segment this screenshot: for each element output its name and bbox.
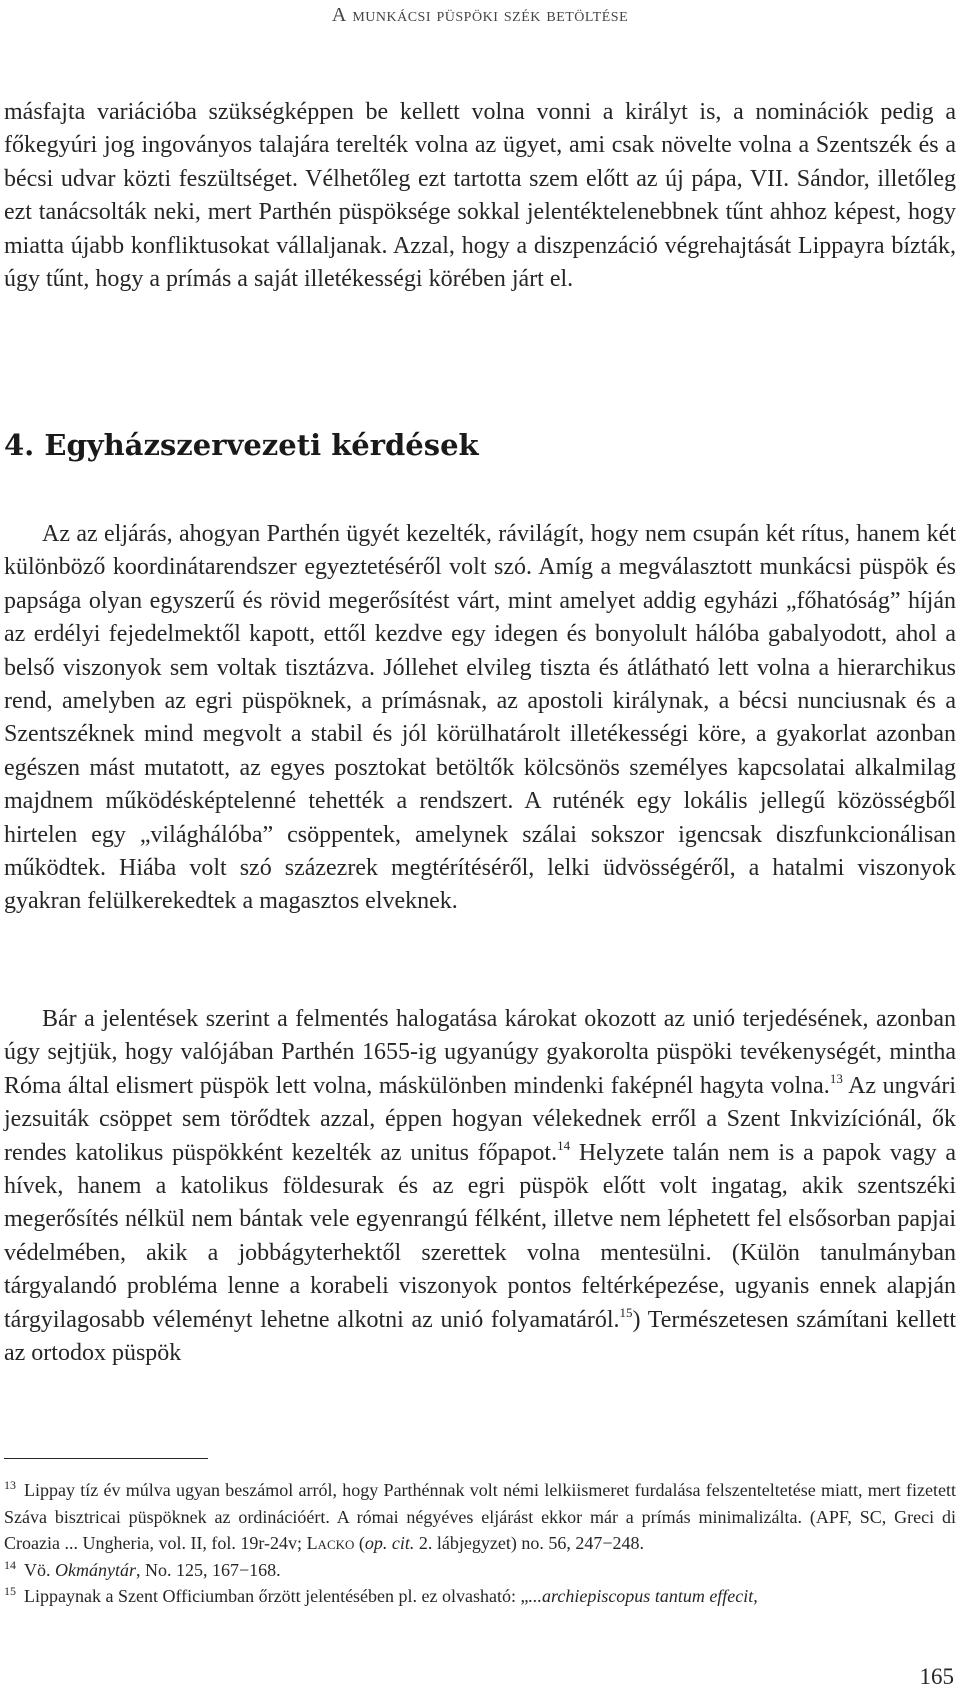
footnote-number: 14 <box>4 1557 16 1572</box>
page-number: 165 <box>919 1664 954 1689</box>
footnote-13 <box>4 1477 956 1557</box>
footnote-citation: op. cit. <box>364 1533 415 1553</box>
footnote-text: Lippay tíz év múlva ugyan beszámol arról, hogy Parthénnak volt némi lelkiismeret furdalása felszenteltetése miatt, mert fizetett Száva bisztricai püspöknek az ordinációért. A római négyéves eljárást ekkor már a prímás minimalizálta. (APF, SC, Greci di Croazia ... Ungheria, vol. II, fol. 19r-24v; <box>4 1480 956 1553</box>
paragraph-2: Az az eljárás, ahogyan Parthén ügyét kezelték, rávilágít, hogy nem csupán két rítus, hanem két különböző koordinátarendszer egyeztetéséről volt szó. Amíg a megválasztott munkácsi püspök és papsága olyan egyszerű és rövid megerősítést várt, mint amelyet addig egyházi „főhatóság” híján az erdélyi fejedelmektől kapott, ettől kezdve egy idegen és bonyolult hálóba gabalyodott, ahol a belső viszonyok sem voltak tisztázva. Jóllehet elvileg tiszta és átlátható lett volna a hierarchikus rend, amelyben az egri püspöknek, a prímásnak, az apostoli királynak, a bécsi nunciusnak és a Szentszéknek mind megvolt a stabil és jól körülhatárolt illetékességi köre, a gyakorlat azonban egészen mást mutatott, az egyes posztokat betöltők kölcsönös személyes kapcsolatai alkalmilag majdnem működésképtelenné tehették a rendszert. A ruténék egy lokális jellegű közösségből hirtelen egy „világhálóba” csöppentek, amelynek szálai sokszor igencsak diszfunkcionálisan működtek. Hiába volt szó százezrek megtérítéséről, lelki üdvösségéről, a hatalmi viszonyok gyakran felülkerekedtek a magasztos elveknek. <box>4 521 956 915</box>
paragraph-3-text-4: ) Természetesen számítani kellett az ortodox püspök <box>4 1306 956 1367</box>
running-head-initial: A <box>331 4 347 26</box>
footnote-reference-13[interactable]: 13 <box>829 1070 843 1086</box>
section-heading: 4. Egyházszervezeti kérdések <box>4 428 479 462</box>
footnote-number: 15 <box>4 1584 16 1598</box>
footnote-separator <box>4 1458 208 1459</box>
footnote-text: 2. lábjegyzet) no. 56, 247−248. <box>414 1533 645 1553</box>
running-head <box>0 4 960 27</box>
paragraph-3 <box>4 1003 956 1370</box>
paragraph-3-text-3: Helyzete talán nem is a papok vagy a hívek, hanem a katolikus földesurak és az egri püspök előtt volt ingatag, akik szentszéki megerősítés nélkül nem bántak vele egyenrangú félként, illetve nem léphetett fel elsősorban papjai védelmében, akik a jobbágyterhektől szerettek volna mentesülni. (Külön tanulmányban tárgyalandó probléma lenne a korabeli viszonyok pontos feltérképezése, ugyanis ennek alapján tárgyilagosabb véleményt lehetne alkotni az unió folyamatáról. <box>4 1139 956 1333</box>
footnote-text: Vö. <box>24 1559 55 1580</box>
footnote-citation: Okmánytár <box>55 1559 136 1580</box>
footnote-14 <box>4 1557 956 1584</box>
paragraph-1: másfajta variációba szükségképpen be kellett volna vonni a királyt is, a nominációk pedig a főkegyúri jog ingoványos talajára terelték volna az ügyet, ami csak növelte volna a Szentszék és a bécsi udvar közti feszültséget. Vélhetőleg ezt tartotta szem előtt az új pápa, VII. Sándor, illetőleg ezt tanácsolták neki, mert Parthén püspöksége sokkal jelentéktelenebbnek tűnt ahhoz képest, hogy miatta újabb konfliktusokat vállaljanak. Azzal, hogy a diszpenzáció végrehajtását Lippayra bízták, úgy tűnt, hogy a prímás a saját illetékességi körében járt el. <box>4 99 956 293</box>
footnote-reference-14[interactable]: 14 <box>557 1137 571 1153</box>
paragraph-3-text-2: Az ungvári jezsuiták csöppet sem törődtek azzal, éppen hogyan vélekednek erről a Szent Inkvizíciónál, ők rendes katolikus püspökként kezelték az unitus főpapot. <box>4 1072 956 1166</box>
paragraph-3-text-1: Bár a jelentések szerint a felmentés halogatása károkat okozott az unió terjedésének, azonban úgy sejtjük, hogy valójában Parthén 1655-ig ugyanúgy gyakorolta püspöki tevékenységét, mintha Róma által elismert püspök lett volna, máskülönben mindenki faképnél hagyta volna. <box>4 1006 956 1099</box>
footnote-text: , No. 125, 167−168. <box>135 1559 281 1580</box>
footnote-text: ( <box>354 1533 365 1553</box>
footnote-reference-15[interactable]: 15 <box>619 1304 633 1320</box>
footnote-text: Lippaynak a Szent Officiumban őrzött jelentésében pl. ez olvasható: „ <box>24 1586 529 1606</box>
footnote-quote: ...archiepiscopus tantum effecit, <box>528 1586 758 1606</box>
footnotes <box>4 1477 956 1610</box>
running-head-title: munkácsi püspöki szék betöltése <box>346 4 629 26</box>
footnote-number: 13 <box>4 1478 16 1492</box>
footnote-15 <box>4 1583 956 1610</box>
footnote-author: Lacko <box>306 1533 355 1553</box>
